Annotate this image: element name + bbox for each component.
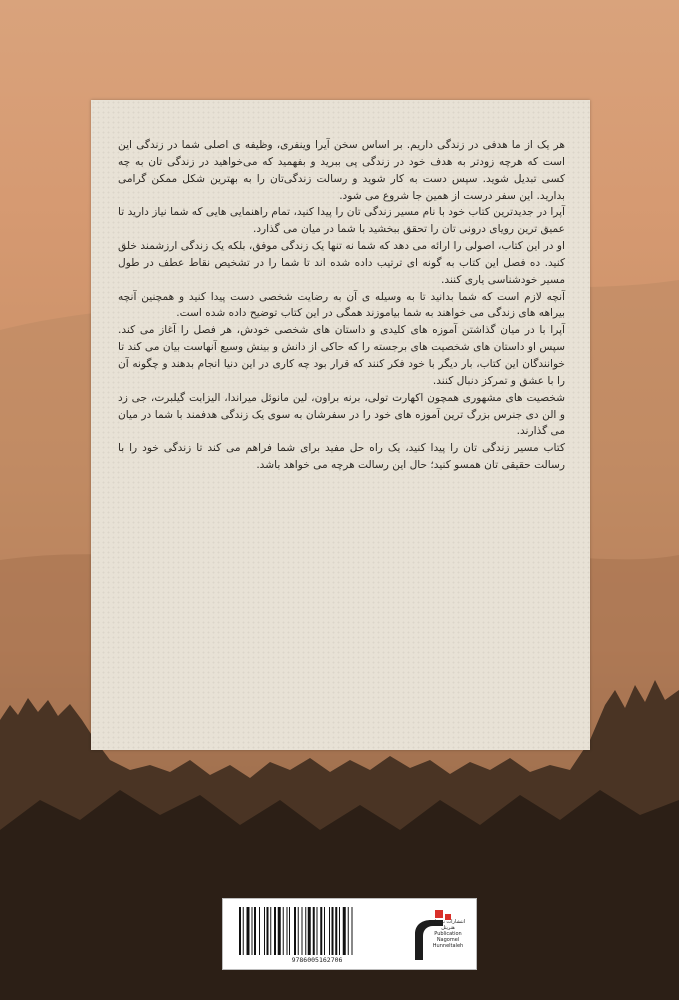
paragraph: شخصیت های مشهوری همچون اکهارت تولی، برنه براون، لین مانوئل میراندا، الیزابت گیلبرت، جی زد و الن دی جنرس بزرگ ترین آموزه های خود را در سفرشان به سوی یک زندگی هدفمند با شما در میان می گذارند. xyxy=(118,391,565,438)
barcode-bar xyxy=(254,907,256,955)
barcode-bar xyxy=(264,907,265,955)
barcode-bar xyxy=(287,907,288,955)
barcode-label xyxy=(222,898,477,970)
barcode-image xyxy=(237,907,397,955)
barcode-bar xyxy=(259,907,260,955)
paragraph: هر یک از ما هدفی در زندگی داریم. بر اساس سخن آیرا وینفری، وظیفه ی اصلی شما در زندگی این است که هرچه زودتر به هدف خود در زندگی پی ببرید و بفهمید که می‌خواهید در زندگی تان به چه کسی تبدیل شوید. سپس دست به کار شوید و رسالت زندگی‌تان را به بهترین شکل ممکن گرامی بدارید. این سفر درست از همین جا شروع می شود. xyxy=(118,139,565,202)
barcode-bar xyxy=(278,907,281,955)
paragraph: آنچه لازم است که شما بدانید تا به وسیله ی آن به رضایت شخصی دست پیدا کنید و همچنین آنچه بیراهه های زندگی می خواهند به شما بیاموزند همگی در این کتاب توضیح داده شده است. xyxy=(118,290,565,320)
barcode-bar xyxy=(247,907,250,955)
paragraph: آپرا با در میان گذاشتن آموزه های کلیدی و داستان های شخصی خودش، هر فصل را آغاز می کند. سپس او داستان های شخصیت های برجسته را که حاکی از دانش و بینش وسیع آنهاست بیان می کند تا خوانندگان این کتاب، بار دیگر با خود فکر کنند که قرار بود چه کاری در این دنیا انجام بدهند و چگونه آن را با عشق و تمرکز دنبال کنند. xyxy=(118,324,565,387)
barcode-bar xyxy=(308,907,311,955)
barcode-bar xyxy=(348,907,349,955)
publisher-name xyxy=(427,919,469,949)
paragraph: او در این کتاب، اصولی را ارائه می دهد که شما نه تنها یک زندگی موفق، بلکه یک زندگی ارزشمند خلق کنید. ده فصل این کتاب به گونه ای ترتیب داده شده اند تا شما را در تشخیص نقاط عطف در طول مسیر خودشناسی یاری کنند. xyxy=(118,240,565,286)
barcode-bar xyxy=(274,907,276,955)
barcode-bar xyxy=(289,907,290,955)
barcode-bar xyxy=(243,907,244,955)
barcode-bar xyxy=(305,907,306,955)
logo-red-block xyxy=(435,910,443,918)
barcode-bar xyxy=(343,907,346,955)
publisher-name-en-1: Publication xyxy=(434,931,462,937)
barcode-bar xyxy=(270,907,271,955)
barcode-bar xyxy=(332,907,334,955)
barcode-bar xyxy=(352,907,353,955)
publisher-name-fa: انتشارات نیستان هنریتل xyxy=(430,919,466,931)
barcode-bar xyxy=(283,907,284,955)
barcode-bar xyxy=(298,907,299,955)
paragraph: آپرا در جدیدترین کتاب خود با نام مسیر زندگی تان را پیدا کنید، تمام راهنمایی هایی که شما نیاز دارید تا عمیق ترین رویای درونی تان را تحقق ببخشید با شما در میان می گذارد. xyxy=(118,206,565,236)
barcode-bar xyxy=(335,907,337,955)
barcode-bar xyxy=(239,907,241,955)
barcode-bar xyxy=(320,907,322,955)
barcode-bar xyxy=(302,907,303,955)
barcode-bar xyxy=(313,907,315,955)
isbn-number: 9786005162706 xyxy=(291,956,343,964)
barcode-bar xyxy=(329,907,330,955)
description-text xyxy=(118,137,565,474)
paragraph: کتاب مسیر زندگی تان را پیدا کنید، یک راه حل مفید برای شما فراهم می کند تا زندگی خود را با رسالت حقیقی تان همسو کنید؛ حال این رسالت هرچه می خواهد باشد. xyxy=(118,442,565,472)
barcode-bar xyxy=(252,907,253,955)
barcode-bar xyxy=(267,907,269,955)
barcode-bar xyxy=(317,907,318,955)
barcode-bar xyxy=(339,907,340,955)
barcode-bar xyxy=(324,907,325,955)
publisher-name-en-2: Nagomel Hunneltaleh xyxy=(432,937,464,949)
barcode-bar xyxy=(294,907,296,955)
